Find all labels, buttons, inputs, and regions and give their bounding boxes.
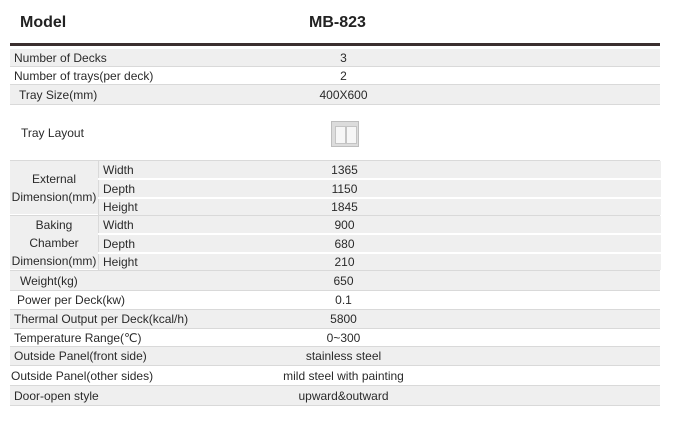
row-value: 2 [340, 68, 347, 83]
chamber-height-row [98, 254, 661, 270]
row-value: stainless steel [305, 349, 382, 363]
chamber-depth-row [98, 235, 661, 252]
row-thermal [10, 310, 660, 328]
row-door [10, 386, 660, 405]
row-label: Number of trays(per deck) [14, 68, 154, 83]
sub-value: 900 [334, 217, 355, 232]
row-label: Weight(kg) [20, 273, 78, 288]
sub-label: Depth [103, 236, 136, 251]
row-value: 400X600 [319, 87, 368, 102]
sub-divider [98, 233, 660, 235]
row-label: Outside Panel(front side) [14, 349, 147, 363]
row-value: upward&outward [298, 388, 389, 403]
tray-layout-icon [331, 121, 359, 147]
row-decks [10, 49, 660, 66]
external-dimension-label: External Dimension(mm) [10, 161, 98, 214]
row-label: Temperature Range(℃) [14, 330, 142, 345]
sub-label: Width [103, 217, 134, 232]
sub-label: Depth [103, 181, 136, 196]
chamber-width-row [98, 216, 661, 233]
row-label: Power per Deck(kw) [17, 293, 126, 307]
sub-value: 210 [334, 255, 355, 269]
row-label: Tray Size(mm) [19, 87, 98, 102]
external-height-row [98, 199, 661, 215]
row-trays [10, 67, 660, 84]
sub-value: 1150 [331, 181, 358, 196]
sub-label: Height [103, 200, 138, 214]
spec-header [0, 0, 695, 48]
sub-divider [98, 252, 660, 254]
row-value: 3 [340, 50, 347, 65]
sub-divider [98, 178, 660, 180]
sub-divider [98, 197, 660, 199]
row-label: Number of Decks [14, 50, 107, 65]
header-divider [10, 43, 660, 46]
row-panel-other [10, 366, 660, 385]
row-panel-front [10, 347, 660, 365]
row-power [10, 291, 660, 309]
sub-label: Width [103, 162, 134, 177]
sub-value: 1365 [331, 162, 358, 177]
row-label: Door-open style [14, 388, 99, 403]
row-value: 0.1 [335, 293, 352, 307]
external-depth-row [98, 180, 661, 197]
sub-value: 680 [334, 236, 355, 251]
row-value: 0~300 [326, 330, 361, 345]
row-weight [10, 271, 660, 290]
model-label: Model [20, 14, 67, 31]
baking-chamber-label: Baking Chamber Dimension(mm) [11, 217, 97, 268]
row-value: 650 [333, 273, 354, 288]
row-label: Thermal Output per Deck(kcal/h) [14, 312, 189, 326]
row-label: Outside Panel(other sides) [11, 368, 154, 383]
row-label: Tray Layout [21, 125, 84, 140]
row-divider [10, 405, 660, 406]
row-value: mild steel with painting [283, 368, 404, 383]
row-tray-size [10, 85, 660, 104]
external-width-row [98, 161, 661, 178]
sub-value: 1845 [331, 200, 358, 214]
row-value: 5800 [330, 312, 357, 326]
model-value: MB-823 [309, 14, 366, 31]
row-temperature [10, 329, 660, 346]
sub-label: Height [103, 255, 138, 269]
